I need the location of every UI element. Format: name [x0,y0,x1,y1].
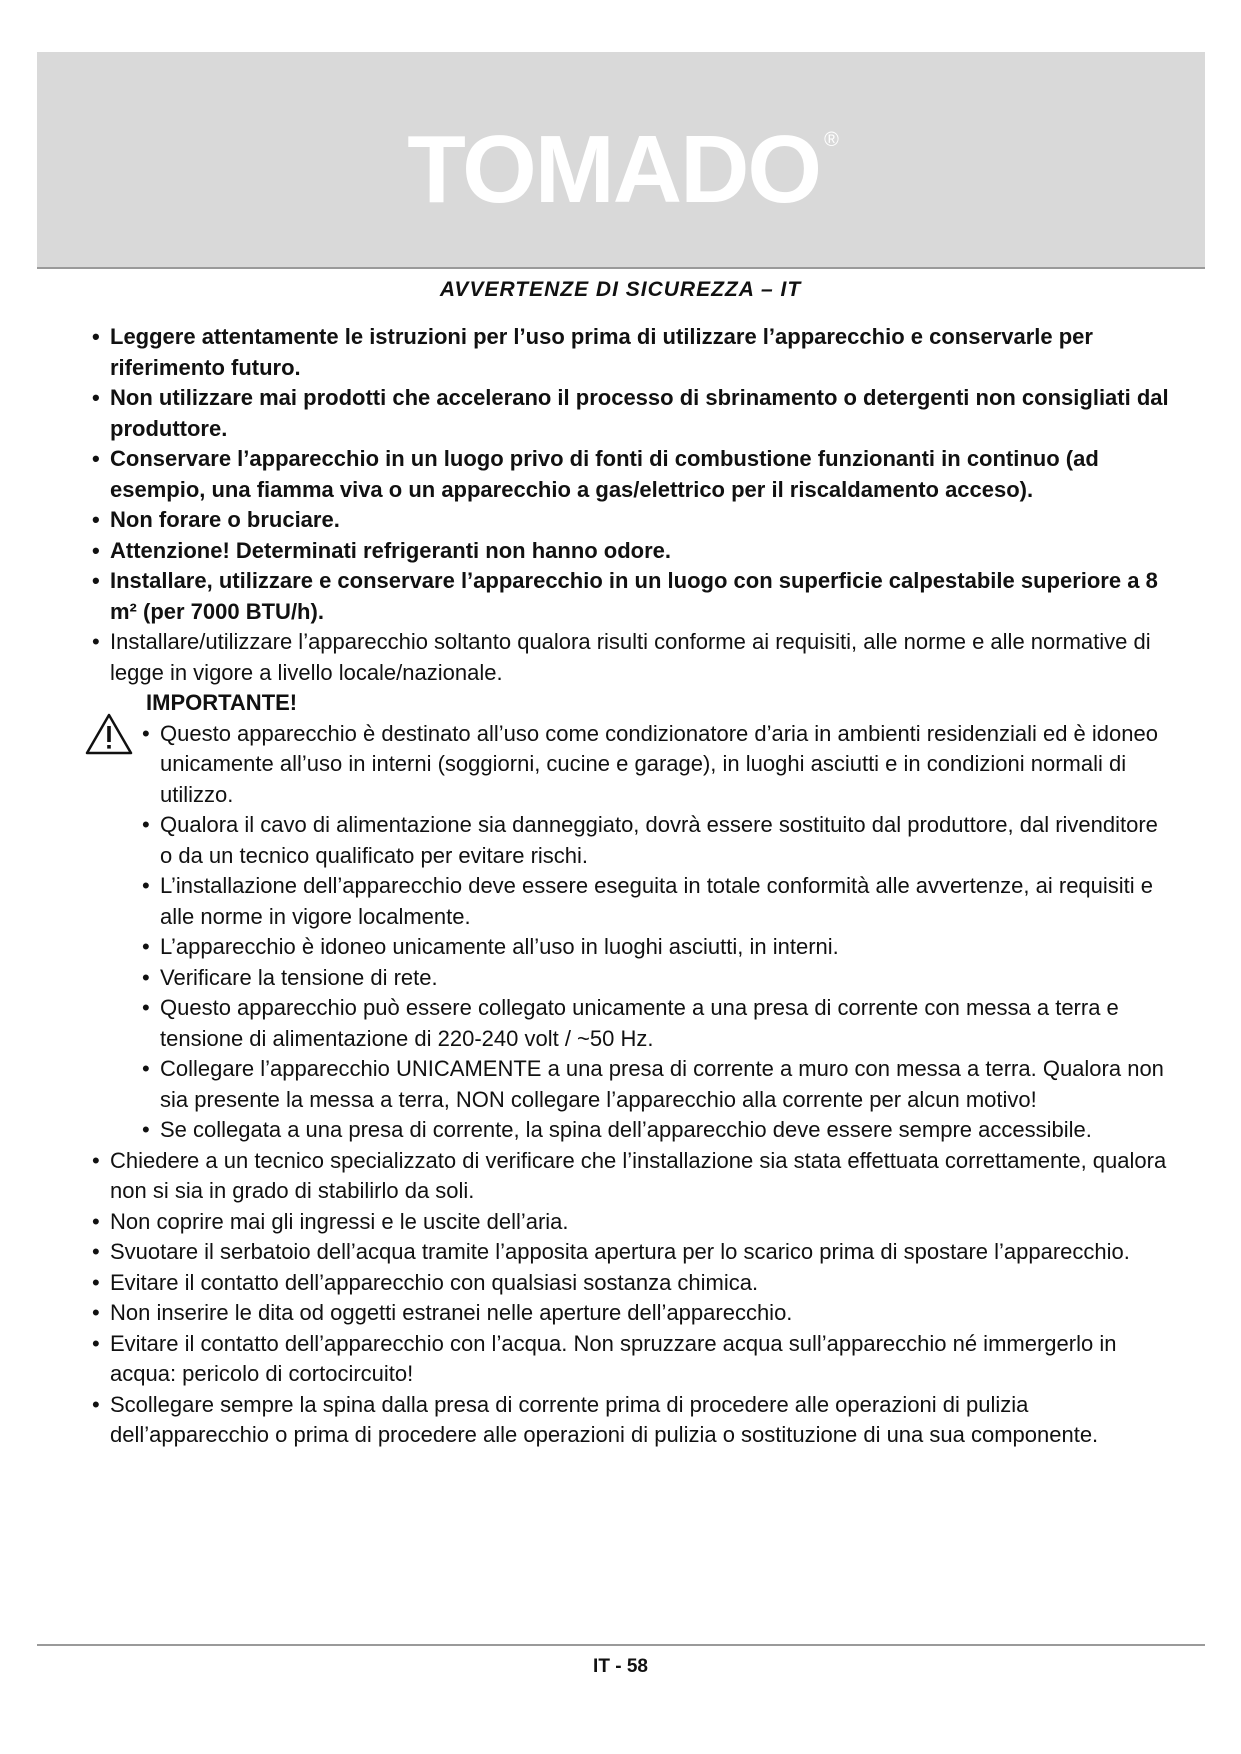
important-section [142,688,1172,1146]
warning-item: • Non inserire le dita od oggetti estranei nelle aperture dell’apparecchio. [92,1298,1172,1329]
brand-name: TOMADO [407,116,821,223]
header-banner [37,52,1205,269]
important-item: • Questo apparecchio può essere collegato unicamente a una presa di corrente con messa a terra e tensione di alimentazione di 220-240 volt / ~50 Hz. [142,993,1172,1054]
warning-item: • Installare/utilizzare l’apparecchio soltanto qualora risulti conforme ai requisiti, alle norme e alle normative di legge in vigore a livello locale/nazionale. [92,627,1172,688]
warning-item: • Non utilizzare mai prodotti che accelerano il processo di sbrinamento o detergenti non consigliati dal produttore. [92,383,1172,444]
warning-item: • Chiedere a un tecnico specializzato di verificare che l’installazione sia stata effettuata correttamente, qualora non si sia in grado di stabilirlo da soli. [92,1146,1172,1207]
important-item: • Collegare l’apparecchio UNICAMENTE a una presa di corrente a muro con messa a terra. Qualora non sia presente la messa a terra, NON collegare l’apparecchio alla corrente per alcun motivo! [142,1054,1172,1115]
warning-item: • Scollegare sempre la spina dalla presa di corrente prima di procedere alle operazioni di pulizia dell’apparecchio o prima di procedere alle operazioni di pulizia o sostituzione di una sua componente. [92,1390,1172,1451]
important-item: • L’apparecchio è idoneo unicamente all’uso in luoghi asciutti, in interni. [142,932,1172,963]
warning-item: • Svuotare il serbatoio dell’acqua tramite l’apposita apertura per lo scarico prima di spostare l’apparecchio. [92,1237,1172,1268]
safety-warnings [92,322,1172,1451]
important-item: • Questo apparecchio è destinato all’uso come condizionatore d’aria in ambienti residenziali ed è idoneo unicamente all’uso in interni (soggiorni, cucine e garage), in luoghi asciutti e in condizioni normali di utilizzo. [142,719,1172,811]
warning-item: • Evitare il contatto dell’apparecchio con l’acqua. Non spruzzare acqua sull’apparecchio né immergerlo in acqua: pericolo di cortocircuito! [92,1329,1172,1390]
warning-item: • Evitare il contatto dell’apparecchio con qualsiasi sostanza chimica. [92,1268,1172,1299]
warning-item: • Leggere attentamente le istruzioni per l’uso prima di utilizzare l’apparecchio e conservarle per riferimento futuro. [92,322,1172,383]
warning-item: • Conservare l’apparecchio in un luogo privo di fonti di combustione funzionanti in continuo (ad esempio, una fiamma viva o un apparecchio a gas/elettrico per il riscaldamento acceso). [92,444,1172,505]
important-item: • Qualora il cavo di alimentazione sia danneggiato, dovrà essere sostituito dal produttore, dal rivenditore o da un tecnico qualificato per evitare rischi. [142,810,1172,871]
warning-triangle-icon [84,712,134,756]
footer-divider [37,1644,1205,1646]
warning-item: • Attenzione! Determinati refrigeranti non hanno odore. [92,536,1172,567]
important-title: IMPORTANTE! [146,690,298,715]
important-item: • L’installazione dell’apparecchio deve essere eseguita in totale conformità alle avvertenze, ai requisiti e alle norme in vigore localmente. [142,871,1172,932]
registered-mark: ® [824,129,839,151]
warning-item: • Non forare o bruciare. [92,505,1172,536]
warning-item: • Non coprire mai gli ingressi e le uscite dell’aria. [92,1207,1172,1238]
warning-item: • Installare, utilizzare e conservare l’apparecchio in un luogo con superficie calpestabile superiore a 8 m² (per 7000 BTU/h). [92,566,1172,627]
page-title: AVVERTENZE DI SICUREZZA – IT [439,278,802,301]
important-item: • Se collegata a una presa di corrente, la spina dell’apparecchio deve essere sempre accessibile. [142,1115,1172,1146]
page-number: IT - 58 [593,1656,648,1677]
brand-logo [37,116,1205,223]
important-item: • Verificare la tensione di rete. [142,963,1172,994]
